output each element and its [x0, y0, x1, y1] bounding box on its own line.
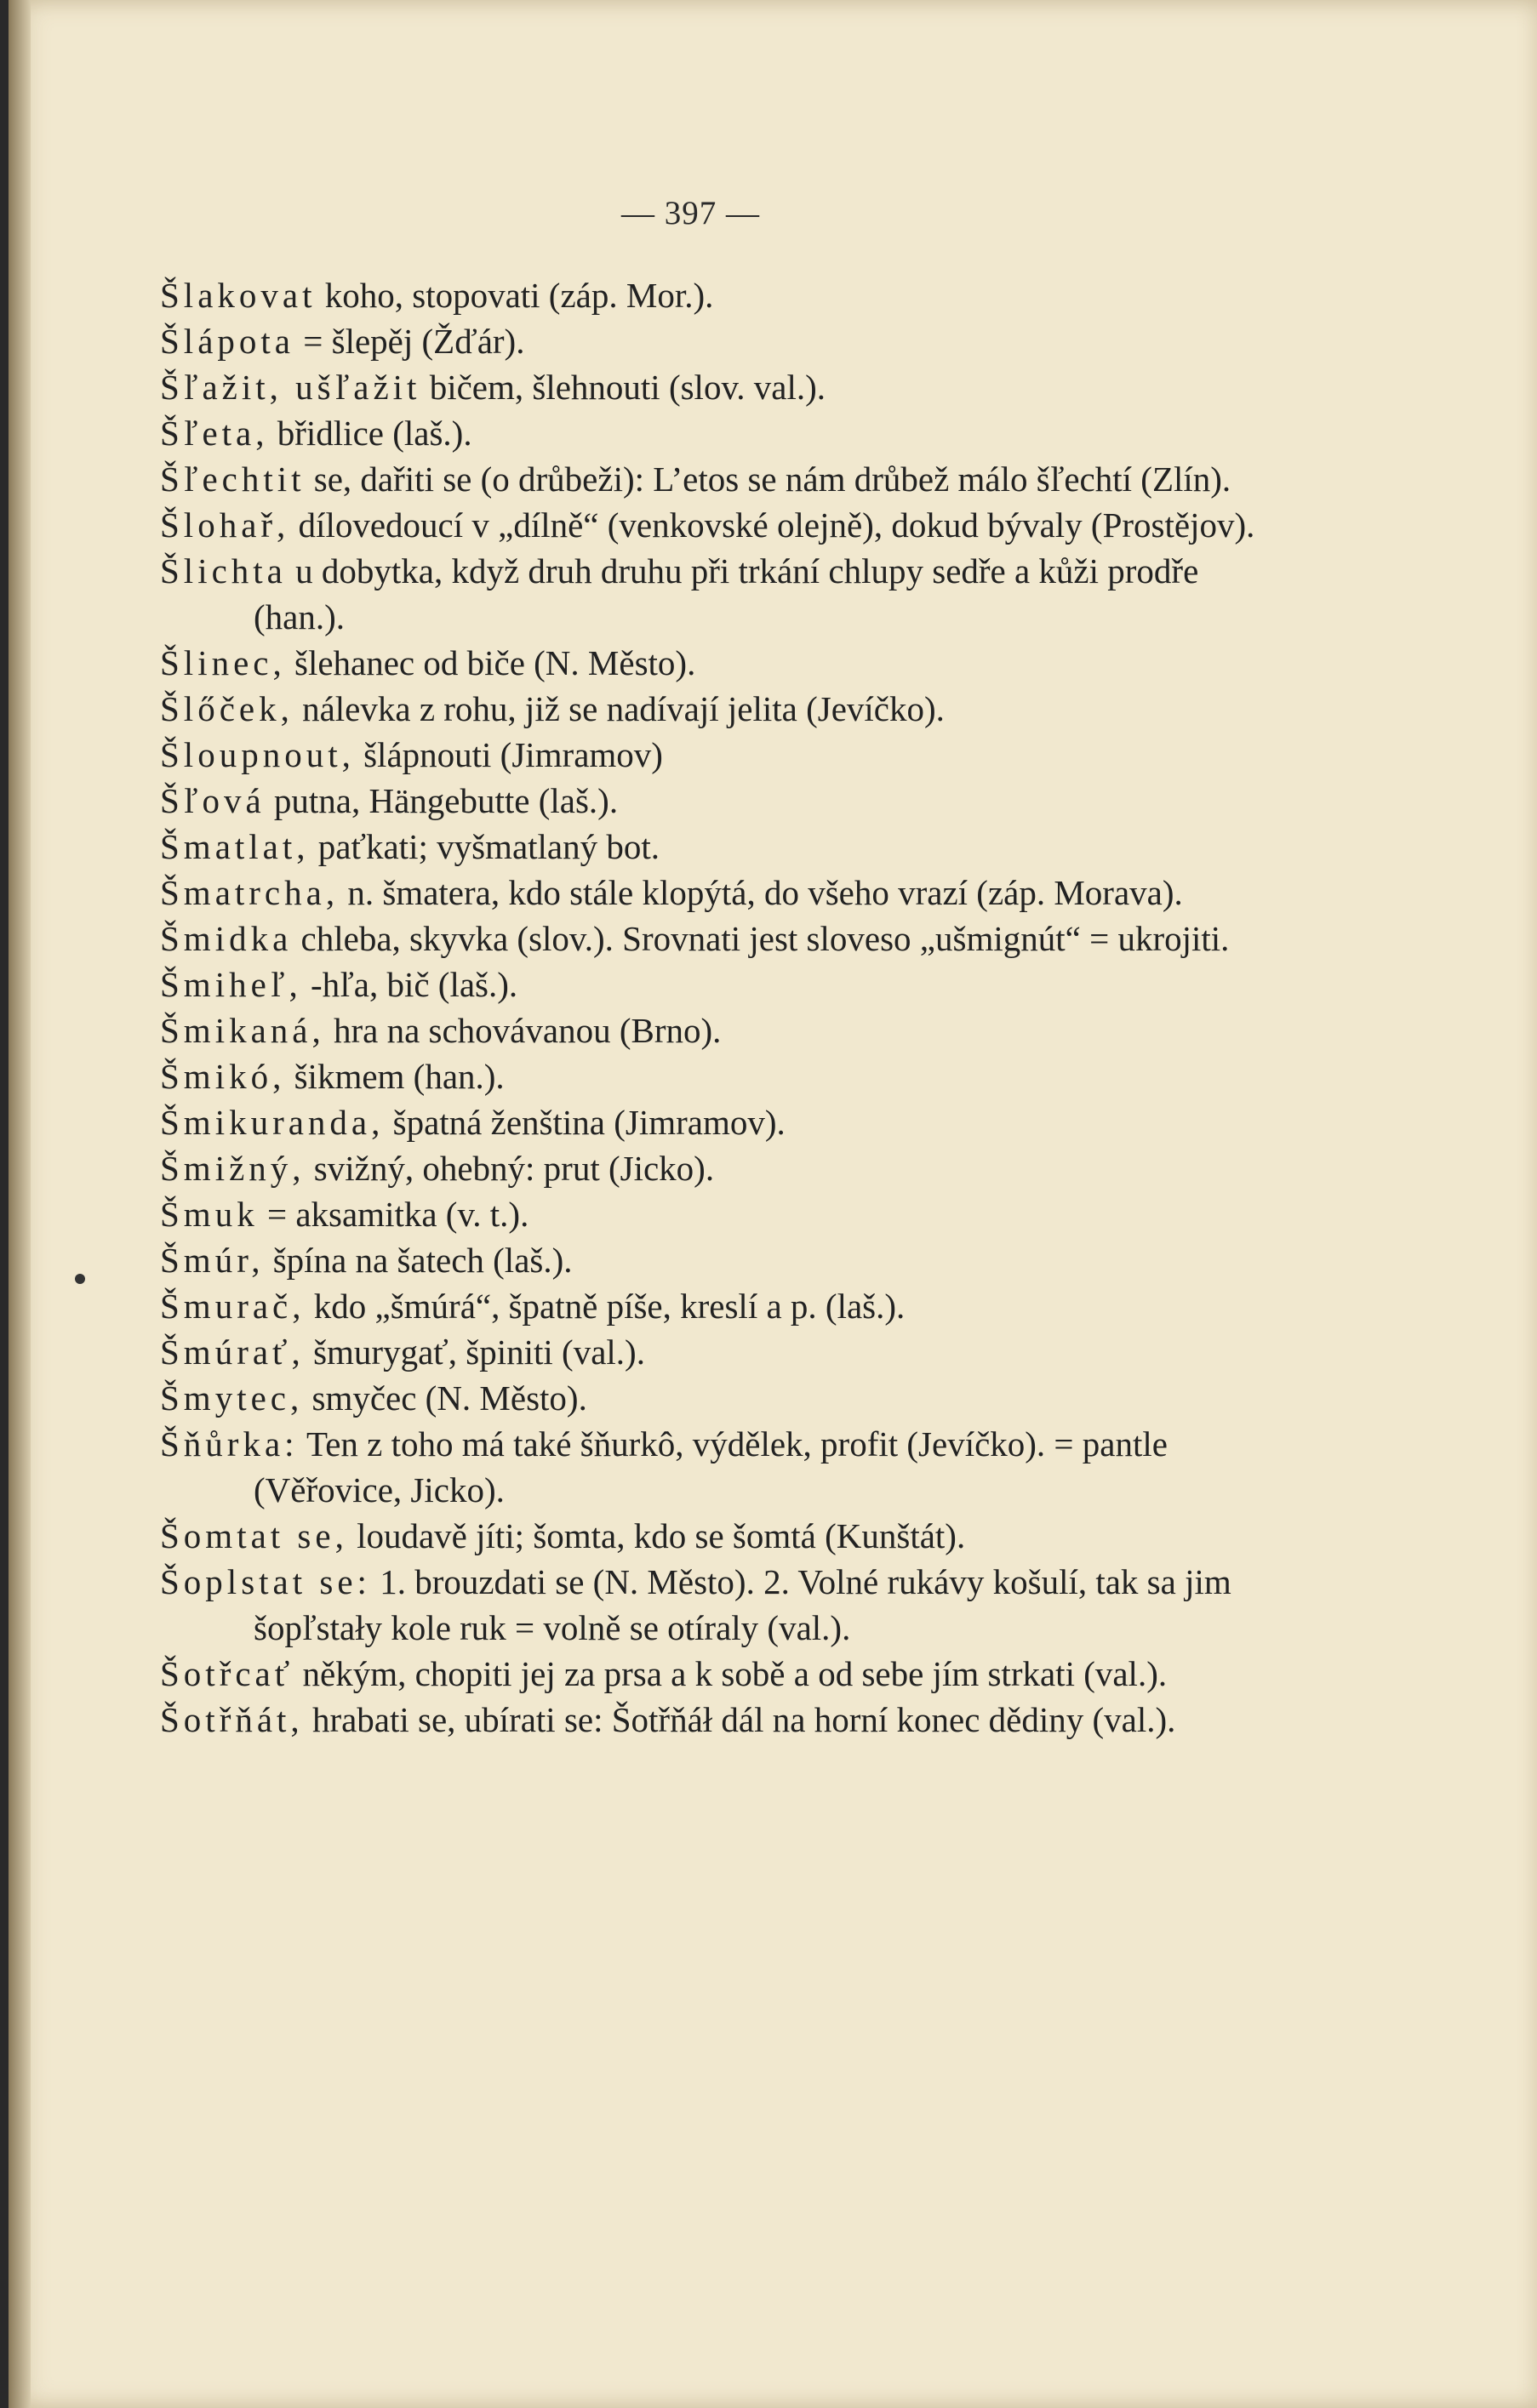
entry [160, 318, 1266, 364]
definition: Ten z toho má také šňurkô, výdělek, profit (Jevíčko). = pantle (Věřovice, Jicko). [254, 1424, 1168, 1509]
headword: Šmuk [160, 1195, 259, 1234]
headword: Šlápota [160, 322, 294, 361]
definition: = šlepěj (Žďár). [294, 322, 525, 361]
headword: Šmatrcha, [160, 873, 340, 912]
definition: putna, Hängebutte (laš.). [265, 781, 619, 820]
definition: nálevka z rohu, již se nadívají jelita (Jevíčko). [293, 689, 945, 728]
definition: u dobytka, když druh druhu při trkání chlupy sedře a kůži prodře (han.). [254, 551, 1199, 636]
dictionary-entries [160, 272, 1266, 1743]
definition: šmurygať, špiniti (val.). [304, 1332, 645, 1372]
entry [160, 272, 1266, 318]
entry [160, 732, 1266, 778]
definition: někým, chopiti jej za prsa a k sobě a od sebe jím strkati (val.). [294, 1654, 1168, 1693]
entry [160, 1329, 1266, 1375]
definition: n. šmatera, kdo stále klopýtá, do všeho vrazí (záp. Morava). [339, 873, 1183, 912]
entry [160, 961, 1266, 1007]
definition: svižný, ohebný: prut (Jicko). [305, 1149, 715, 1188]
headword: Šmatlat, [160, 827, 310, 866]
definition: -hľa, bič (laš.). [301, 965, 518, 1004]
headword: Šmikaná, [160, 1011, 325, 1050]
definition: dílovedoucí v „dílně“ (venkovské olejně), dokud bývaly (Prostějov). [289, 505, 1255, 545]
headword: Šlakovat [160, 276, 317, 315]
definition: paťkati; vyšmatlaný bot. [309, 827, 660, 866]
headword: Šmikuranda, [160, 1103, 385, 1142]
headword: Šlőček, [160, 689, 294, 728]
entry [160, 1053, 1266, 1099]
book-page [9, 0, 1537, 2408]
entry [160, 364, 1266, 410]
headword: Šmižný, [160, 1149, 306, 1188]
headword: Šľová [160, 781, 266, 820]
entry [160, 1007, 1266, 1053]
definition: šlehanec od biče (N. Město). [285, 643, 696, 682]
headword: Šlichta [160, 551, 287, 591]
entry [160, 916, 1266, 961]
headword: Šmytec, [160, 1378, 304, 1418]
book-spine [9, 0, 31, 2408]
definition: smyčec (N. Město). [303, 1378, 587, 1418]
entry [160, 456, 1266, 502]
headword: Šotřňát, [160, 1700, 304, 1739]
headword: Šmurač, [160, 1287, 306, 1326]
entry [160, 1145, 1266, 1191]
headword: Šmiheľ, [160, 965, 302, 1004]
definition: se, dařiti se (o drůbeži): L’etos se nám drůbež málo šľechtí (Zlín). [305, 459, 1231, 499]
headword: Šomtat se, [160, 1516, 348, 1555]
definition: špína na šatech (laš.). [264, 1241, 573, 1280]
entry [160, 1099, 1266, 1145]
entry [160, 1651, 1266, 1697]
definition: bičem, šlehnouti (slov. val.). [420, 368, 826, 407]
entry [160, 548, 1266, 640]
entry [160, 686, 1266, 732]
entry [160, 502, 1266, 548]
entry [160, 1559, 1266, 1651]
margin-dot [75, 1274, 85, 1284]
entry [160, 870, 1266, 916]
entry [160, 1697, 1266, 1743]
headword: Šľechtit [160, 459, 306, 499]
definition: koho, stopovati (záp. Mor.). [316, 276, 714, 315]
definition: kdo „šmúrá“, špatně píše, kreslí a p. (laš.). [305, 1287, 906, 1326]
headword: Šľeta, [160, 414, 269, 453]
entry [160, 1375, 1266, 1421]
entry [160, 1237, 1266, 1283]
headword: Šloupnout, [160, 735, 355, 774]
headword: Šlinec, [160, 643, 286, 682]
entry [160, 640, 1266, 686]
definition: šikmem (han.). [285, 1057, 505, 1096]
entry [160, 824, 1266, 870]
headword: Šmikó, [160, 1057, 286, 1096]
definition: šlápnouti (Jimramov) [354, 735, 663, 774]
definition: hrabati se, ubírati se: Šotřňáł dál na horní konec dědiny (val.). [303, 1700, 1176, 1739]
definition: hra na schovávanou (Brno). [324, 1011, 722, 1050]
definition: = aksamitka (v. t.). [258, 1195, 529, 1234]
headword: Šmúrať, [160, 1332, 305, 1372]
definition: loudavě jíti; šomta, kdo se šomtá (Kunštát). [347, 1516, 966, 1555]
entry [160, 1283, 1266, 1329]
definition: špatná ženština (Jimramov). [384, 1103, 786, 1142]
headword: Šotřcať [160, 1654, 294, 1693]
definition: chleba, skyvka (slov.). Srovnati jest sloveso „ušmignút“ = ukrojiti. [292, 919, 1230, 958]
headword: Šmidka [160, 919, 293, 958]
entry [160, 1421, 1266, 1513]
entry [160, 1513, 1266, 1559]
entry [160, 778, 1266, 824]
headword: Šlohař, [160, 505, 290, 545]
entry [160, 410, 1266, 456]
definition: břidlice (laš.). [268, 414, 472, 453]
headword: Šoplstat se: [160, 1562, 371, 1601]
definition: 1. brouzdati se (N. Město). 2. Volné rukávy košulí, tak sa jim šopľstały kole ruk = volně se otíraly (val.). [254, 1562, 1231, 1647]
entry [160, 1191, 1266, 1237]
headword: Šľažit, ušľažit [160, 368, 421, 407]
headword: Šňůrka: [160, 1424, 299, 1464]
headword: Šmúr, [160, 1241, 265, 1280]
page-number: — 397 — [621, 195, 760, 231]
